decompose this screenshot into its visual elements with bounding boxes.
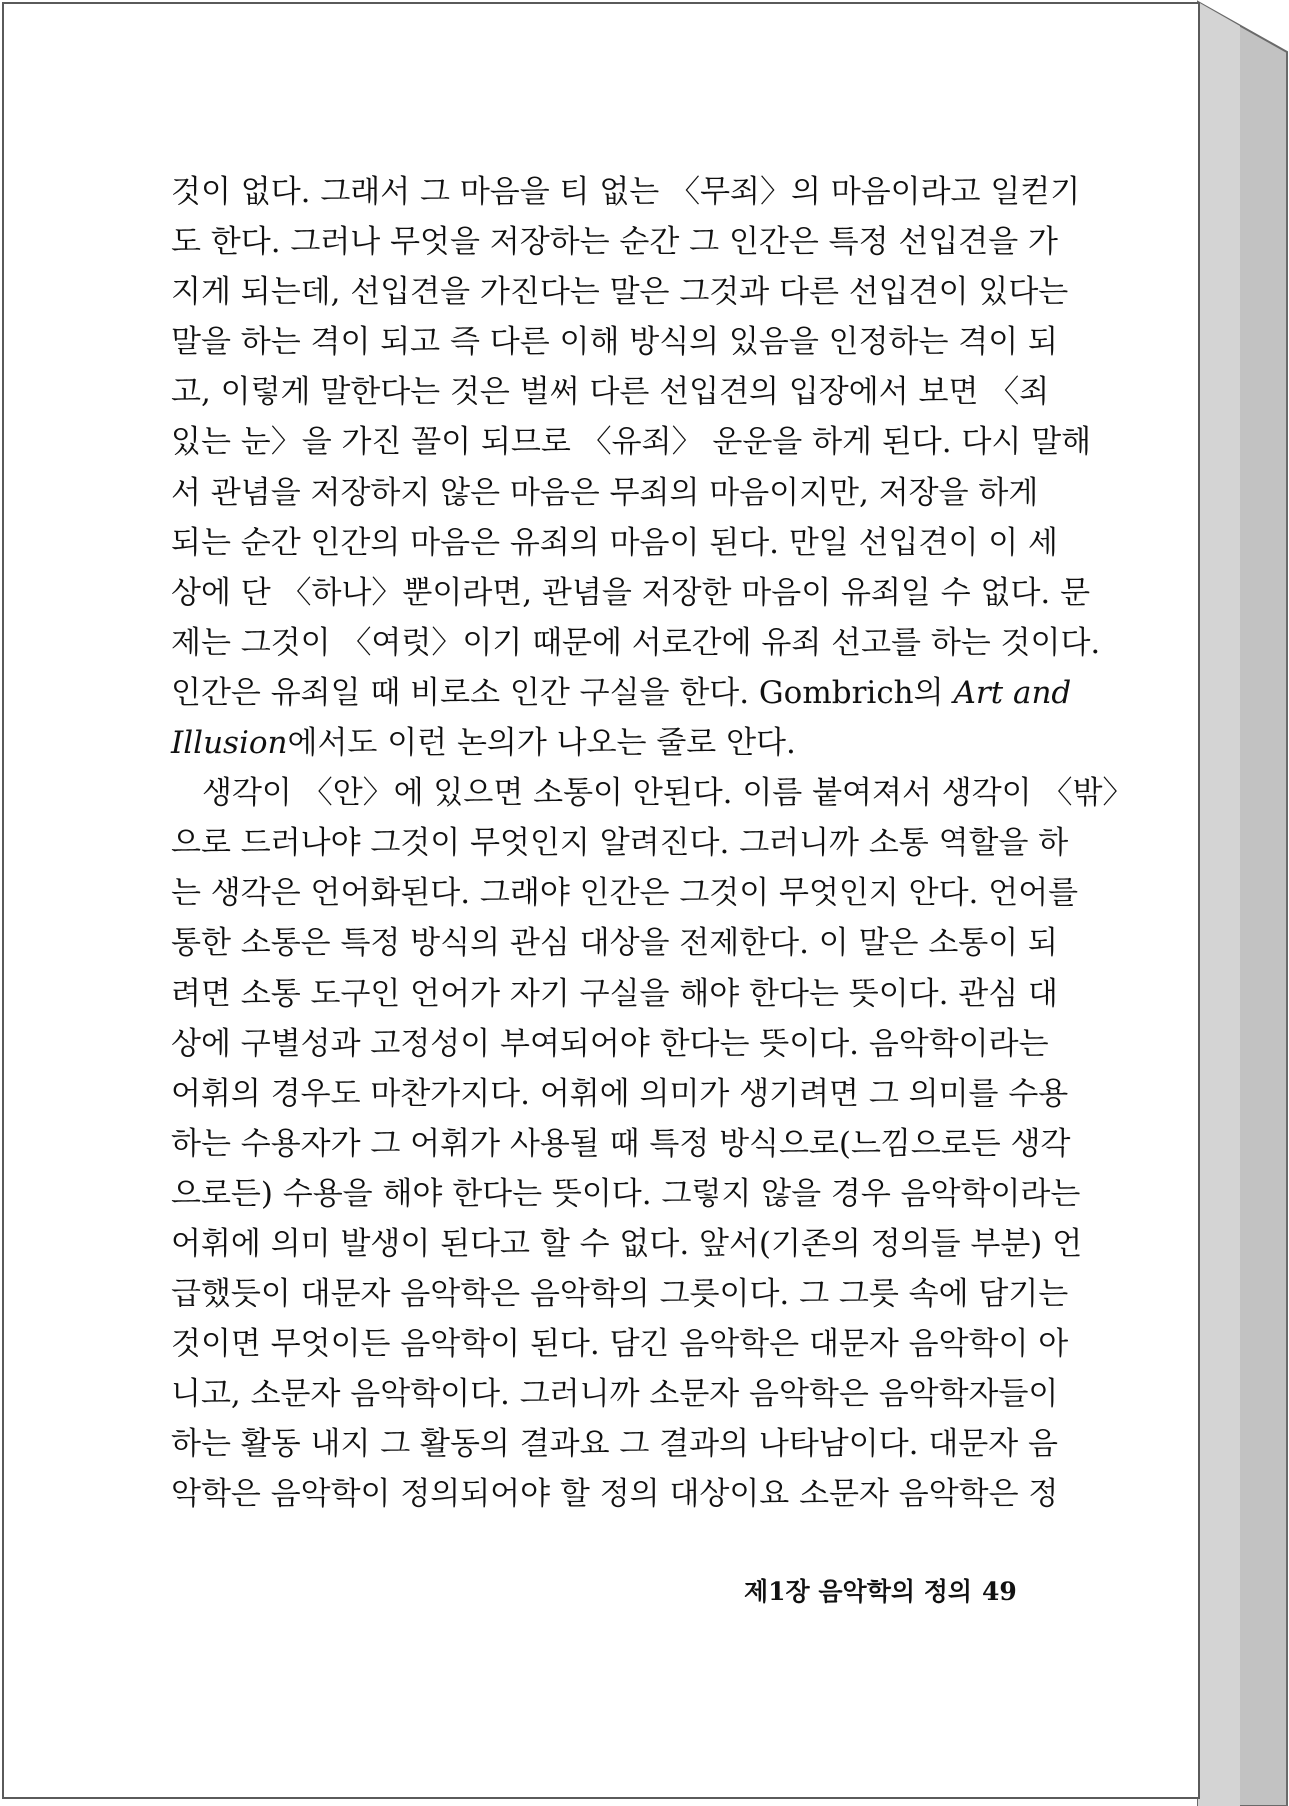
text-line: 제는 그것이 〈여럿〉이기 때문에 서로간에 유죄 선고를 하는 것이다. [171, 624, 1101, 661]
chapter-title: 제1장 음악학의 정의 [744, 1577, 973, 1606]
text-line: 하는 활동 내지 그 활동의 결과요 그 결과의 나타남이다. 대문자 음 [171, 1426, 1058, 1463]
page-number: 49 [982, 1577, 1017, 1606]
paragraph-2 [171, 768, 1134, 1519]
book-page [2, 2, 1200, 1799]
text-line: Illusion에서도 이런 논의가 나오는 줄로 안다. [171, 725, 796, 762]
text-line: 도 한다. 그러나 무엇을 저장하는 순간 그 인간은 특정 선입견을 가 [171, 224, 1058, 261]
text-line: 생각이 〈안〉에 있으면 소통이 안된다. 이름 붙여져서 생각이 〈밖〉 [202, 775, 1134, 812]
text-line: 지게 되는데, 선입견을 가진다는 말은 그것과 다른 선입견이 있다는 [171, 274, 1069, 311]
text-line: 어휘에 의미 발생이 된다고 할 수 없다. 앞서(기존의 정의들 부분) 언 [171, 1225, 1083, 1262]
text-line: 니고, 소문자 음악학이다. 그러니까 소문자 음악학은 음악학자들이 [171, 1376, 1059, 1413]
text-line: 상에 단 〈하나〉뿐이라면, 관념을 저장한 마음이 유죄일 수 없다. 문 [171, 574, 1091, 611]
text-line: 되는 순간 인간의 마음은 유죄의 마음이 된다. 만일 선입견이 이 세 [171, 524, 1058, 561]
text-line: 통한 소통은 특정 방식의 관심 대상을 전제한다. 이 말은 소통이 되 [171, 925, 1058, 962]
text-line: 악학은 음악학이 정의되어야 할 정의 대상이요 소문자 음악학은 정 [171, 1476, 1059, 1513]
running-footer [744, 1572, 1017, 1608]
text-line: 려면 소통 도구인 언어가 자기 구실을 해야 한다는 뜻이다. 관심 대 [171, 975, 1058, 1012]
text-line: 것이 없다. 그래서 그 마음을 티 없는 〈무죄〉의 마음이라고 일컫기 [171, 174, 1081, 210]
text-line: 인간은 유죄일 때 비로소 인간 구실을 한다. Gombrich의 Art and [171, 674, 1072, 711]
text-line: 어휘의 경우도 마찬가지다. 어휘에 의미가 생기려면 그 의미를 수용 [171, 1075, 1069, 1112]
text-line: 하는 수용자가 그 어휘가 사용될 때 특정 방식으로(느낌으로든 생각 [171, 1125, 1071, 1162]
text-line: 서 관념을 저장하지 않은 마음은 무죄의 마음이지만, 저장을 하게 [171, 474, 1039, 511]
body-text [171, 167, 1134, 1520]
text-line: 있는 눈〉을 가진 꼴이 되므로 〈유죄〉 운운을 하게 된다. 다시 말해 [171, 424, 1092, 461]
text-line: 는 생각은 언어화된다. 그래야 인간은 그것이 무엇인지 안다. 언어를 [171, 875, 1079, 912]
text-line: 고, 이렇게 말한다는 것은 벌써 다른 선입견의 입장에서 보면 〈죄 [171, 374, 1050, 411]
text-line: 것이면 무엇이든 음악학이 된다. 담긴 음악학은 대문자 음악학이 아 [171, 1326, 1069, 1363]
text-line: 으로든) 수용을 해야 한다는 뜻이다. 그렇지 않을 경우 음악학이라는 [171, 1175, 1081, 1212]
text-line: 상에 구별성과 고정성이 부여되어야 한다는 뜻이다. 음악학이라는 [171, 1025, 1049, 1062]
text-line: 으로 드러나야 그것이 무엇인지 알려진다. 그러니까 소통 역할을 하 [171, 825, 1069, 862]
text-line: 급했듯이 대문자 음악학은 음악학의 그릇이다. 그 그릇 속에 담기는 [171, 1276, 1069, 1313]
text-line: 말을 하는 격이 되고 즉 다른 이해 방식의 있음을 인정하는 격이 되 [171, 324, 1058, 361]
paragraph-1 [171, 167, 1101, 768]
